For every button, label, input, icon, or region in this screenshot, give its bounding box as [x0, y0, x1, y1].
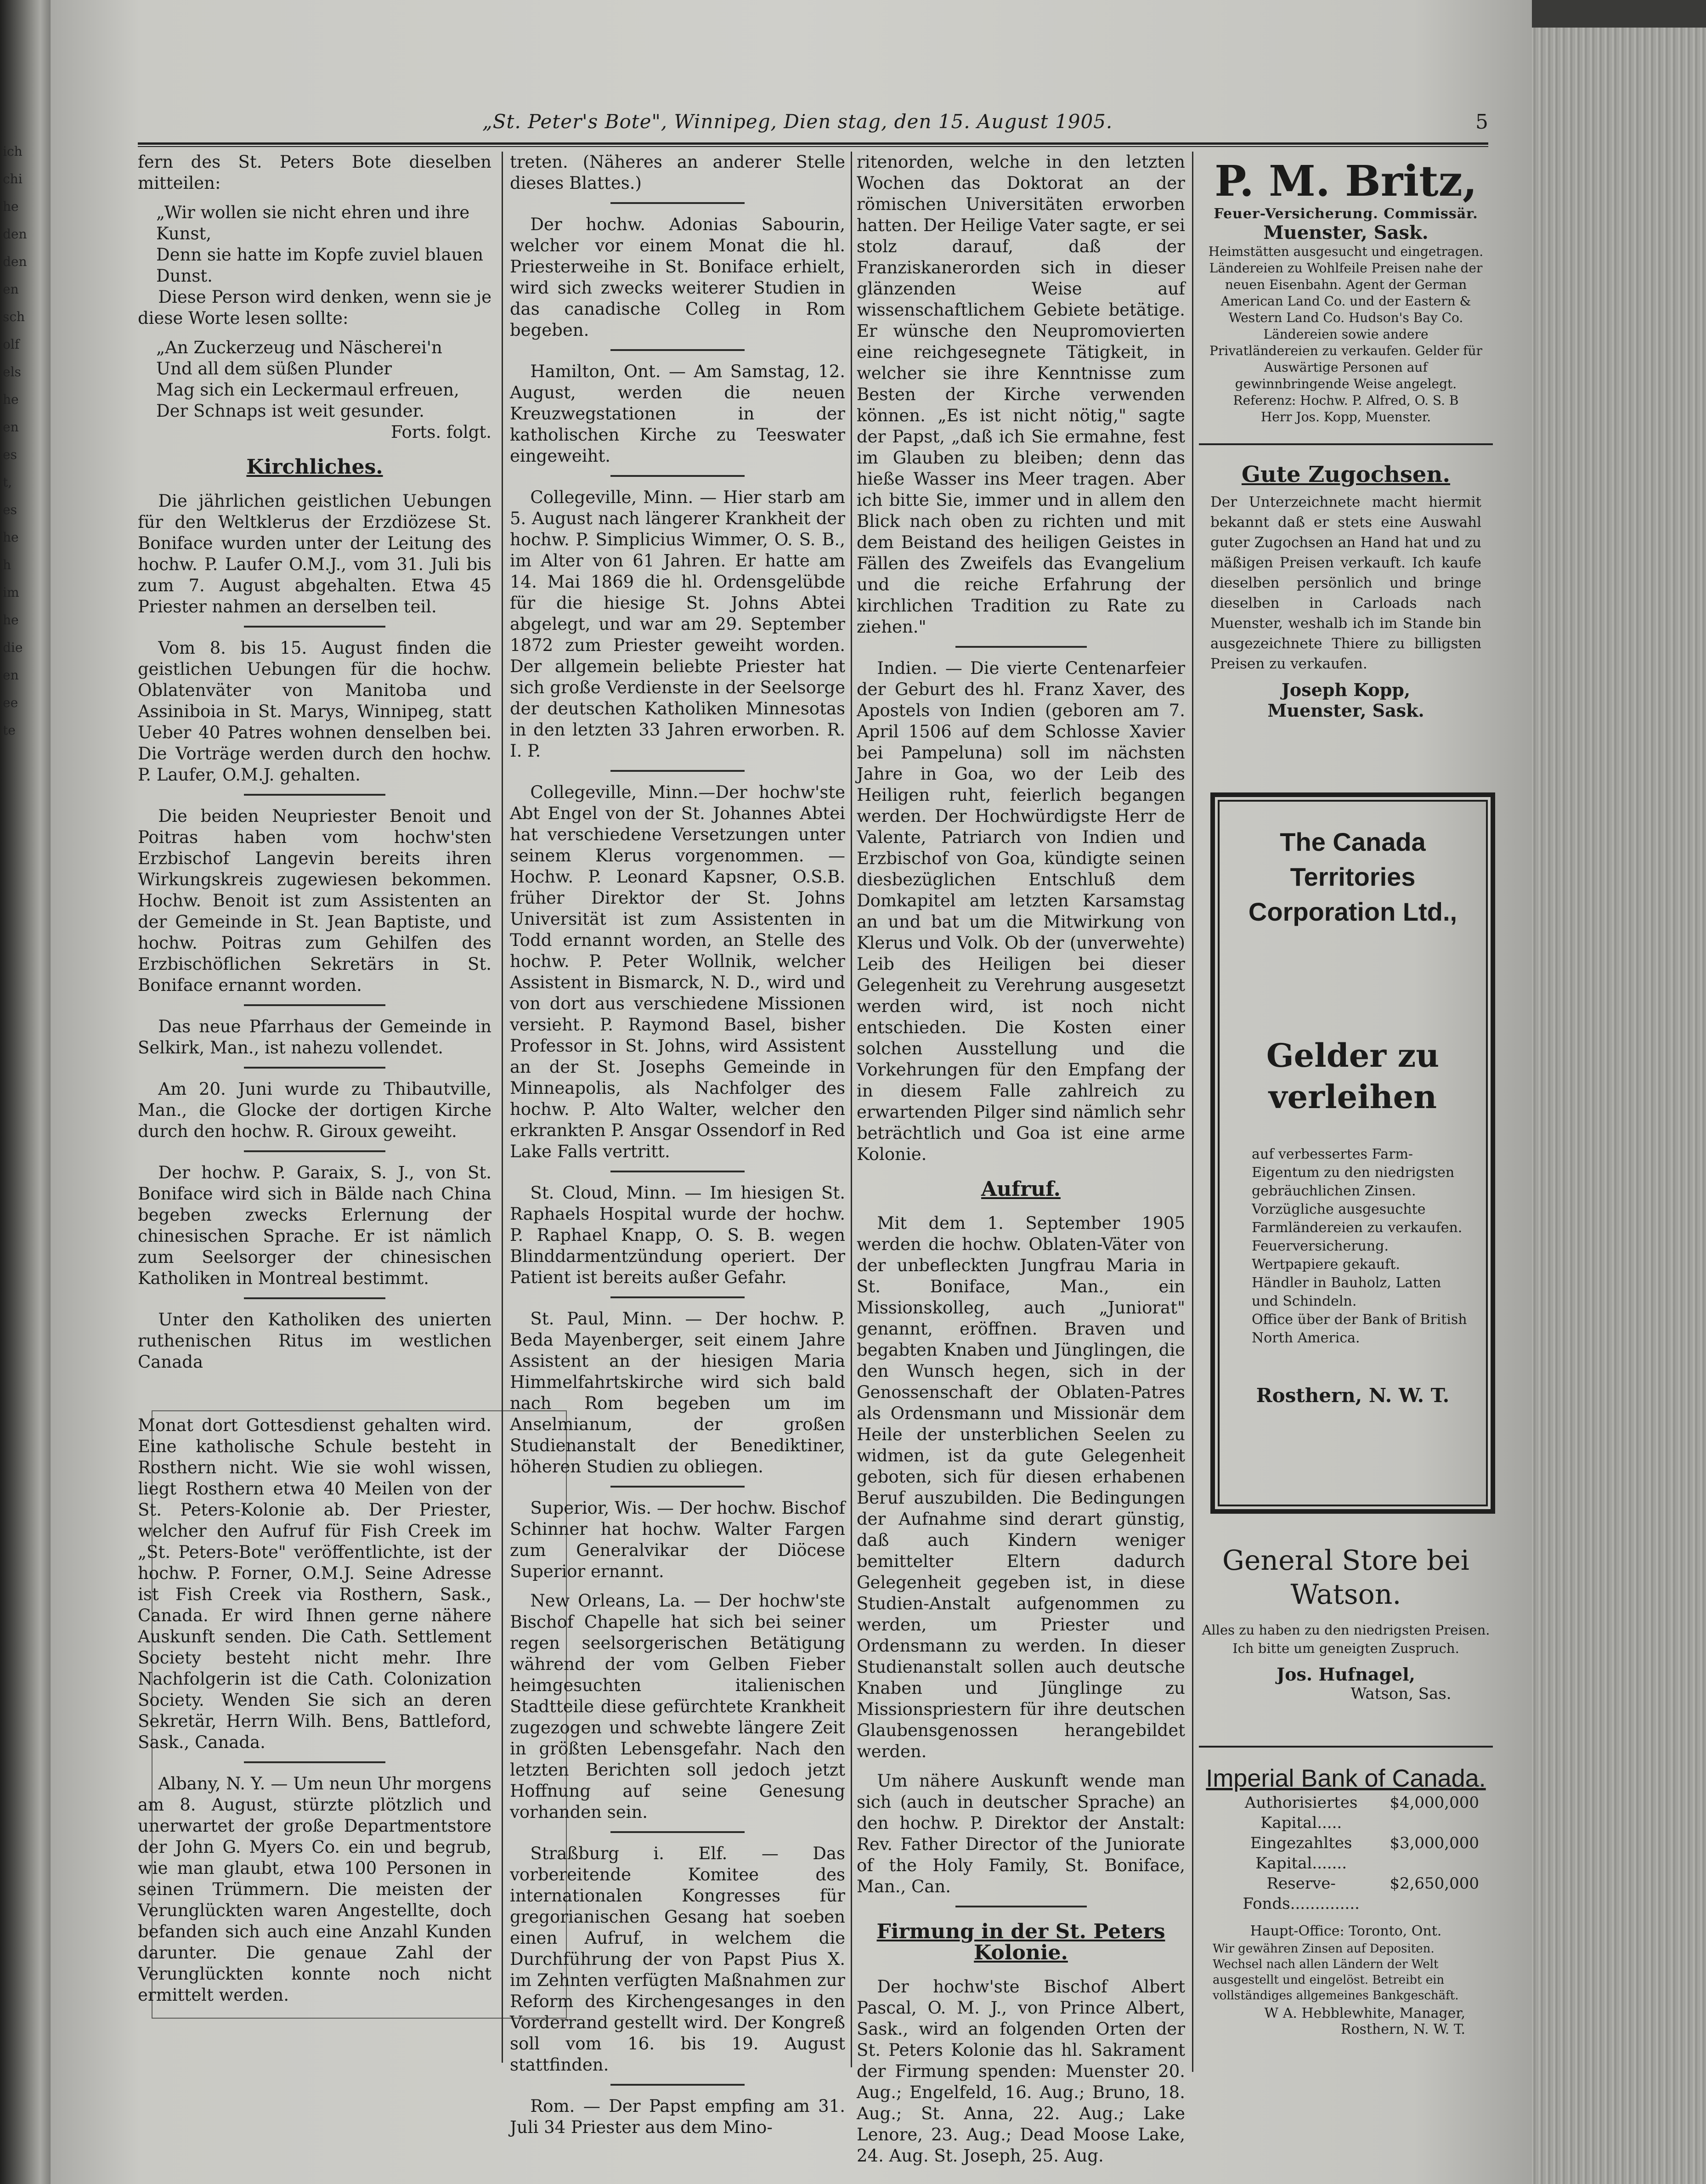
- ad-britz-name: P. M. Britz,: [1215, 156, 1477, 206]
- article-paragraph: New Orleans, La. — Der hochw'ste Bischof Chapelle hat sich bei seiner regen seelsorgerischen Betätigung während der vom Gelben Fieber heimgesuchten italienischen Stadtteile diese gefürchtete Krankheit zugezogen und schwebte längere Zeit in größten Lebensgefahr. Nach den letzten Berichten soll jedoch jetzt Hoffnung auf seine Genesung vorhanden sein.: [510, 1591, 845, 1822]
- masthead: [138, 110, 1488, 142]
- article-paragraph: St. Paul, Minn. — Der hochw. P. Beda Mayenberger, seit einem Jahre Assistent an der hiesigen Maria Himmelfahrtskirche wird sich bald nach Rom begeben um im Anselmianum, der großen Studienanstalt der Benediktiner, höheren Studien zu obliegen.: [510, 1309, 845, 1477]
- ad-bank-row-value: $3,000,000: [1390, 1834, 1479, 1852]
- verse-line: Der Schnaps ist weit gesunder.: [156, 401, 424, 421]
- ad-watson-body: Alles zu haben zu den niedrigsten Preisen. Ich bitte um geneigten Zuspruch.: [1202, 1622, 1490, 1656]
- ad-canada-line: Feuerversicherung. Wertpapiere gekauft.: [1252, 1238, 1400, 1273]
- ad-zugochsen-title: Gute Zugochsen.: [1241, 462, 1451, 487]
- ad-divider: [1199, 443, 1493, 445]
- ad-canada-line: Office über der Bank of British North America.: [1252, 1312, 1467, 1346]
- article-paragraph: Um nähere Auskunft wende man sich (auch in deutscher Sprache) an den hochw. P. Direktor der Anstalt: Rev. Father Director of the Juniorate of the Holy Family, St. Boniface, Man., Can.: [857, 1771, 1185, 1896]
- article-divider: [244, 794, 385, 796]
- article-paragraph: Hamilton, Ont. — Am Samstag, 12. August, werden die neuen Kreuzwegstationen in der katholischen Kirche zu Teeswater eingeweiht.: [510, 362, 845, 466]
- column-3: [857, 152, 1185, 2166]
- ad-watson-signature: Jos. Hufnagel,: [1277, 1664, 1415, 1685]
- article-paragraph: Der hochw. P. Garaix, S. J., von St. Boniface wird sich in Bälde nach China begeben zwecks Erlernung der chinesischen Sprache. Er ist nämlich zum Seelsorger der chinesischen Katholiken in Montreal bestimmt.: [138, 1163, 491, 1288]
- left-page-edge: [0, 0, 51, 2184]
- ad-canada-line: auf verbessertes Farm-Eigentum zu den niedrigsten gebräuchlichen Zinsen.: [1252, 1146, 1455, 1199]
- article-paragraph: ritenorden, welche in den letzten Wochen das Doktorat an der römischen Universitäten erworben hatten. Der Heilige Vater sagte, er sei stolz darauf, daß der Franziskanerorden sich in dieser glänzenden Weise auf wissenschaftlichem Gebiete betätige. Er wünsche den Neupromovierten eine reichgesegnete Tätigkeit, in welcher sie ihre Kenntnisse zum Besten der Kirche verwenden können. „Es ist nicht nötig," sagte der Papst, „daß ich Sie ermahne, fest im Glauben zu bleiben; denn das hieße Wasser ins Meer tragen. Aber ich bitte Sie, immer und in allem den Blick nach oben zu richten und mit dem Beistand des heiligen Geistes in Fällen des Zweifels das Evangelium und die reiche Erfahrung der kirchlichen Tradition zu Rate zu ziehen.": [857, 152, 1185, 637]
- article-divider: [610, 349, 745, 351]
- article-paragraph: Der hochw'ste Bischof Albert Pascal, O. M. J., von Prince Albert, Sask., wird an folgenden Orten der St. Peters Kolonie das hl. Sakrament der Firmung spenden: Muenster 20. Aug.; Engelfeld, 16. Aug.; Bruno, 18. Aug.; St. Anna, 22. Aug.; Lake Lenore, 23. Aug.; Dead Moose Lake, 24. Aug. St. Joseph, 25. Aug.: [857, 1977, 1185, 2166]
- ad-canada-place: Rosthern, N. W. T.: [1256, 1384, 1450, 1407]
- article-divider: [244, 1150, 385, 1152]
- article-paragraph: Unter den Katholiken des unierten ruthenischen Ritus im westlichen Canada: [138, 1310, 491, 1372]
- article-paragraph: Vom 8. bis 15. August finden die geistlichen Uebungen für die hochw. Oblatenväter von Manitoba und Assiniboia in St. Marys, Winnipeg, statt Ueber 40 Patres wohnen denselben bei. Die Vorträge werden durch den hochw. P. Laufer, O.M.J. gehalten.: [138, 638, 491, 785]
- ad-watson-place: Watson, Sas.: [1350, 1685, 1452, 1703]
- ad-bank-title: Imperial Bank of Canada.: [1206, 1765, 1486, 1792]
- article-divider: [610, 2084, 745, 2086]
- ad-bank-office: Haupt-Office: Toronto, Ont.: [1250, 1923, 1442, 1939]
- article-divider: [244, 1004, 385, 1006]
- ad-bank-manager: W A. Hebblewhite, Manager,: [1264, 2005, 1465, 2021]
- article-paragraph: Collegeville, Minn.—Der hochw'ste Abt Engel von der St. Johannes Abtei hat verschiedene Versetzungen unter seinem Klerus vorgenommen. — Hochw. P. Leonard Kapsner, O.S.B. früher Direktor der St. Johns Universität ist zum Assistenten in Todd ernannt worden, an Stelle des hochw. P. Peter Wollnik, welcher Assistent in Bismarck, N. D., wird und von dort aus verschiedene Missionen versieht. P. Raymond Basel, bisher Professor in St. Johns, wird Assistent an der St. Josephs Gemeinde in Minneapolis, als Nachfolger des hochw. P. Alto Walter, welcher den erkrankten P. Ansgar Ossendorf in Red Lake Falls vertritt.: [510, 782, 846, 1161]
- ad-zugochsen-signature: Joseph Kopp,: [1281, 679, 1411, 700]
- article-divider: [610, 1171, 745, 1172]
- column-1: [138, 152, 491, 1401]
- ad-bank-row-label: Eingezahltes Kapital.......: [1250, 1834, 1352, 1873]
- section-heading-kirchliches: Kirchliches.: [246, 455, 383, 479]
- masthead-title: „St. Peter's Bote", Winnipeg, Dien stag, den 15. August 1905.: [482, 110, 1113, 133]
- newspaper-page: [51, 0, 1532, 2184]
- article-paragraph: treten. (Näheres an anderer Stelle dieses Blattes.): [510, 152, 845, 193]
- article-divider: [244, 1297, 385, 1299]
- ad-bank-row-value: $2,650,000: [1390, 1874, 1479, 1893]
- ad-britz-reference: Herr Jos. Kopp, Muenster.: [1260, 409, 1431, 424]
- ad-bank-row-label: Authorisiertes Kapital.....: [1244, 1794, 1358, 1832]
- article-paragraph: Superior, Wis. — Der hochw. Bischof Schinner hat hochw. Walter Fargen zum Generalvikar der Diöcese Superior ernannt.: [510, 1498, 845, 1581]
- ad-bank-row-label: Reserve-Fonds..............: [1243, 1874, 1360, 1913]
- article-divider: [244, 626, 385, 628]
- ad-britz: [1199, 152, 1493, 427]
- ad-bank-row: [1199, 1833, 1493, 1873]
- ad-canada-headline: Gelder zu verleihen: [1266, 1036, 1440, 1116]
- page-number: 5: [1475, 110, 1488, 134]
- ad-watson-store: [1199, 1534, 1493, 1750]
- column-rule: [851, 152, 852, 2067]
- ad-bank-row-value: $4,000,000: [1390, 1794, 1479, 1812]
- ad-britz-body: Heimstätten ausgesucht und eingetragen. Ländereien zu Wohlfeile Preisen nahe der neuen Eisenbahn. Agent der German American Land Co. und der Eastern & Western Land Co. Hudson's Bay Co. Ländereien sowie andere Privatländereien zu verkaufen. Gelder für Auswärtige Personen auf gewinnbringende Weise angelegt.: [1208, 244, 1484, 391]
- ad-canada-body: [1215, 1118, 1491, 1347]
- ad-bank-row: [1199, 1793, 1493, 1833]
- article-divider: [955, 646, 1087, 648]
- ad-imperial-bank: [1199, 1750, 1493, 2127]
- article-divider: [610, 770, 745, 772]
- verse-line: „An Zuckerzeug und Näscherei'n: [156, 338, 442, 357]
- article-divider: [610, 1486, 745, 1488]
- article-paragraph: St. Cloud, Minn. — Im hiesigen St. Raphaels Hospital wurde der hochw. P. Raphael Knapp, O. S. B. wegen Blinddarmentzündung operiert. Der Patient ist bereits außer Gefahr.: [510, 1183, 845, 1287]
- ad-canada-line: Händler in Bauholz, Latten und Schindeln.: [1252, 1275, 1441, 1309]
- section-heading-aufruf: Aufruf.: [981, 1177, 1061, 1201]
- ad-zugochsen-place: Muenster, Sask.: [1267, 700, 1424, 721]
- article-divider: [610, 1831, 745, 1833]
- article-paragraph: Die beiden Neupriester Benoit und Poitras haben vom hochw'sten Erzbischof Langevin bereits ihren Wirkungskreis zugewiesen bekommen. Hochw. Benoit ist zum Assistenten an der Gemeinde in St. Jean Baptiste, und hochw. Poitras zum Gehilfen des Erzbischöflichen Sekretärs in St. Boniface ernannt worden.: [138, 806, 491, 995]
- verse-line: „Wir wollen sie nicht ehren und ihre Kunst,: [156, 203, 470, 243]
- verse-line: Und all dem süßen Plunder: [156, 359, 392, 379]
- column-rule: [502, 152, 503, 2063]
- column-2: [510, 152, 846, 2137]
- article-paragraph: Mit dem 1. September 1905 werden die hochw. Oblaten-Väter von der unbefleckten Jungfrau Maria in St. Boniface, Man., ein Missionskolleg, auch „Juniorat" genannt, eröffnen. Braven und begabten Knaben und Jünglingen, die den Wunsch hegen, sich in der Genossenschaft der Oblaten-Patres als Ordensmann und Missionär dem Heile der unsterblichen Seelen zu widmen, ist da gute Gelegenheit geboten, sich für diesen erhabenen Beruf auszubilden. Die Bedingungen der Aufnahme sind derart günstig, daß auch Kindern weniger bemittelter Eltern dadurch Gelegenheit gegeben ist, in diese Studien-Anstalt aufgenommen zu werden, um Priester und Ordensmann zu werden. In dieser Studienanstalt sollen auch deutsche Knaben und Jünglinge zu Missionspriestern für ihre deutschen Glaubensgenossen herangebildet werden.: [857, 1213, 1185, 1761]
- article-divider: [244, 1761, 385, 1763]
- column-rule: [1192, 152, 1193, 2072]
- article-paragraph: Die jährlichen geistlichen Uebungen für den Weltklerus der Erzdiözese St. Boniface wurden unter der Leitung des hochw. P. Laufer O.M.J., vom 31. Juli bis zum 7. August abgehalten. Etwa 45 Priester nahmen an derselben teil.: [138, 491, 491, 617]
- article-paragraph: Monat dort Gottesdienst gehalten wird. Eine katholische Schule besteht in Rosthern nicht. Wie sie wohl wissen, liegt Rosthern etwa 40 Meilen von der St. Peters-Kolonie ab. Der Priester, welcher den Aufruf für Fish Creek im „St. Peters-Bote" veröffentlichte, ist der hochw. P. Forner, O.M.J. Seine Adresse ist Fish Creek via Rosthern, Sask., Canada. Er wird Ihnen gerne nähere Auskunft senden. Die Cath. Settlement Society besteht nicht mehr. Ihre Nachfolgerin ist die Cath. Colonization Society. Wenden Sie sich an deren Sekretär, Herrn Wilh. Bens, Battleford, Sask., Canada.: [138, 1415, 491, 1752]
- ad-zugochsen-body: Der Unterzeichnete macht hiermit bekannt daß er stets eine Auswahl guter Zugochsen an Hand hat und zu mäßigen Preisen verkauft. Ich kaufe dieselben persönlich und bringe dieselben in Carloads nach Muenster, weshalb ich im Stande bin ausgezeichnete Thiere zu billigsten Preisen zu verkaufen.: [1210, 494, 1481, 672]
- article-paragraph: Indien. — Die vierte Centenarfeier der Geburt des hl. Franz Xaver, des Apostels von Indien (geboren am 7. April 1506 auf dem Schlosse Xavier bei Pampeluna) soll im nächsten Jahre in Goa, wo der Leib des Heiligen ruht, feierlich begangen werden. Der Hochwürdigste Herr de Valente, Patriarch von Indien und Erzbischof von Goa, kündigte seinen diesbezüglichen Entschluß dem Domkapitel am letzten Karsamstag an und bat um die Mitwirkung von Klerus und Volk. Ob der (unverwehte) Leib des Heiligen bei dieser Gelegenheit zu Verehrung ausgesetzt werden wird, ist noch nicht entschieden. Die Kosten einer solchen Ausstellung und die Vorkehrungen für den Empfang der in diesem Falle zahlreich zu erwartenden Pilger sind nämlich sehr beträchtlich und Goa ist eine arme Kolonie.: [857, 658, 1185, 1164]
- ad-britz-reference: Referenz: Hochw. P. Alfred, O. S. B: [1233, 393, 1459, 408]
- intro-line: fern des St. Peters Bote dieselben mitteilen:: [138, 152, 491, 193]
- right-page-edge: [1530, 28, 1706, 2184]
- verse-line: Mag sich ein Leckermaul erfreuen,: [156, 380, 459, 400]
- ad-divider: [1199, 1746, 1493, 1748]
- article-paragraph: Am 20. Juni wurde zu Thibautville, Man., die Glocke der dortigen Kirche durch den hochw. R. Giroux geweiht.: [138, 1079, 491, 1141]
- ad-watson-title: General Store bei Watson.: [1222, 1545, 1469, 1611]
- ad-bank-row: [1199, 1873, 1493, 1914]
- ad-canada-territories: [1210, 792, 1495, 1514]
- article-divider: [955, 1906, 1087, 1907]
- article-divider: [610, 1296, 745, 1298]
- article-paragraph: Straßburg i. Elf. — Das vorbereitende Komitee des internationalen Kongresses für gregorianischen Gesang hat soeben einen Aufruf, in welchem die Durchführung der von Papst Pius X. im Zehnten verfügten Maßnahmen zur Reform des Kirchengesanges in den Vorderrand gestellt wird. Der Kongreß soll vom 16. bis 19. August stattfinden.: [510, 1844, 845, 2075]
- article-paragraph: Das neue Pfarrhaus der Gemeinde in Selkirk, Man., ist nahezu vollendet.: [138, 1017, 491, 1058]
- ad-britz-town: Muenster, Sask.: [1263, 222, 1429, 243]
- article-paragraph: Rom. — Der Papst empfing am 31. Juli 34 Priester aus dem Mino-: [510, 2096, 845, 2137]
- verse-line: Denn sie hatte im Kopfe zuviel blauen Dunst.: [156, 245, 484, 286]
- ad-canada-company: The Canada Territories Corporation Ltd.,: [1248, 827, 1457, 926]
- ad-britz-subtitle: Feuer-Versicherung. Commissär.: [1214, 206, 1478, 222]
- ad-canada-line: Vorzügliche ausgesuchte Farmländereien zu verkaufen.: [1252, 1201, 1463, 1236]
- article-divider: [244, 1067, 385, 1069]
- article-divider: [610, 202, 745, 204]
- advertisements-column: [1199, 152, 1493, 2127]
- article-paragraph: Albany, N. Y. — Um neun Uhr morgens am 8. August, stürzte plötzlich und unerwartet der große Departmentstore der John G. Myers Co. ein und begrub, wie man glaubt, etwa 100 Personen in seinen Trümmern. Die meisten der Verunglückten waren Angestellte, doch befanden sich auch eine Anzahl Kunden darunter. Die genaue Zahl der Verunglückten konnte noch nicht ermittelt werden.: [138, 1774, 491, 2005]
- ad-bank-body: Wir gewähren Zinsen auf Depositen. Wechsel nach allen Ländern der Welt ausgestellt und eingelöst. Betreibt ein vollständiges allgemeines Bankgeschäft.: [1213, 1942, 1459, 2003]
- article-paragraph: Der hochw. Adonias Sabourin, welcher vor einem Monat die hl. Priesterweihe in St. Boniface erhielt, wird sich zwecks weiterer Studien in das canadische Colleg in Rom begeben.: [510, 215, 845, 340]
- left-edge-text: ich chi he den den en sch olf els he en es t, es he h im he die en ee te: [3, 144, 27, 738]
- masthead-rule: [138, 142, 1488, 147]
- intro-line: Diese Person wird denken, wenn sie je diese Worte lesen sollte:: [138, 287, 491, 328]
- section-heading-firmung: Firmung in der St. Peters Kolonie.: [876, 1920, 1165, 1964]
- continuation-note: Forts. folgt.: [390, 422, 491, 442]
- article-divider: [610, 475, 745, 477]
- column-1-continued: [138, 1415, 491, 2067]
- ad-bank-town: Rosthern, N. W. T.: [1340, 2021, 1465, 2037]
- article-paragraph: Collegeville, Minn. — Hier starb am 5. August nach längerer Krankheit der hochw. P. Simplicius Wimmer, O. S. B., im Alter von 61 Jahren. Er hatte am 14. Mai 1869 die hl. Ordensgelübde für die hiesige St. Johns Abtei abgelegt, und war am 29. September 1872 zum Priester geweiht worden. Der allgemein beliebte Priester hat sich große Verdienste in der Seelsorge der deutschen Katholiken Minnesotas in den letzten 33 Jahren erworben. R. I. P.: [510, 487, 845, 761]
